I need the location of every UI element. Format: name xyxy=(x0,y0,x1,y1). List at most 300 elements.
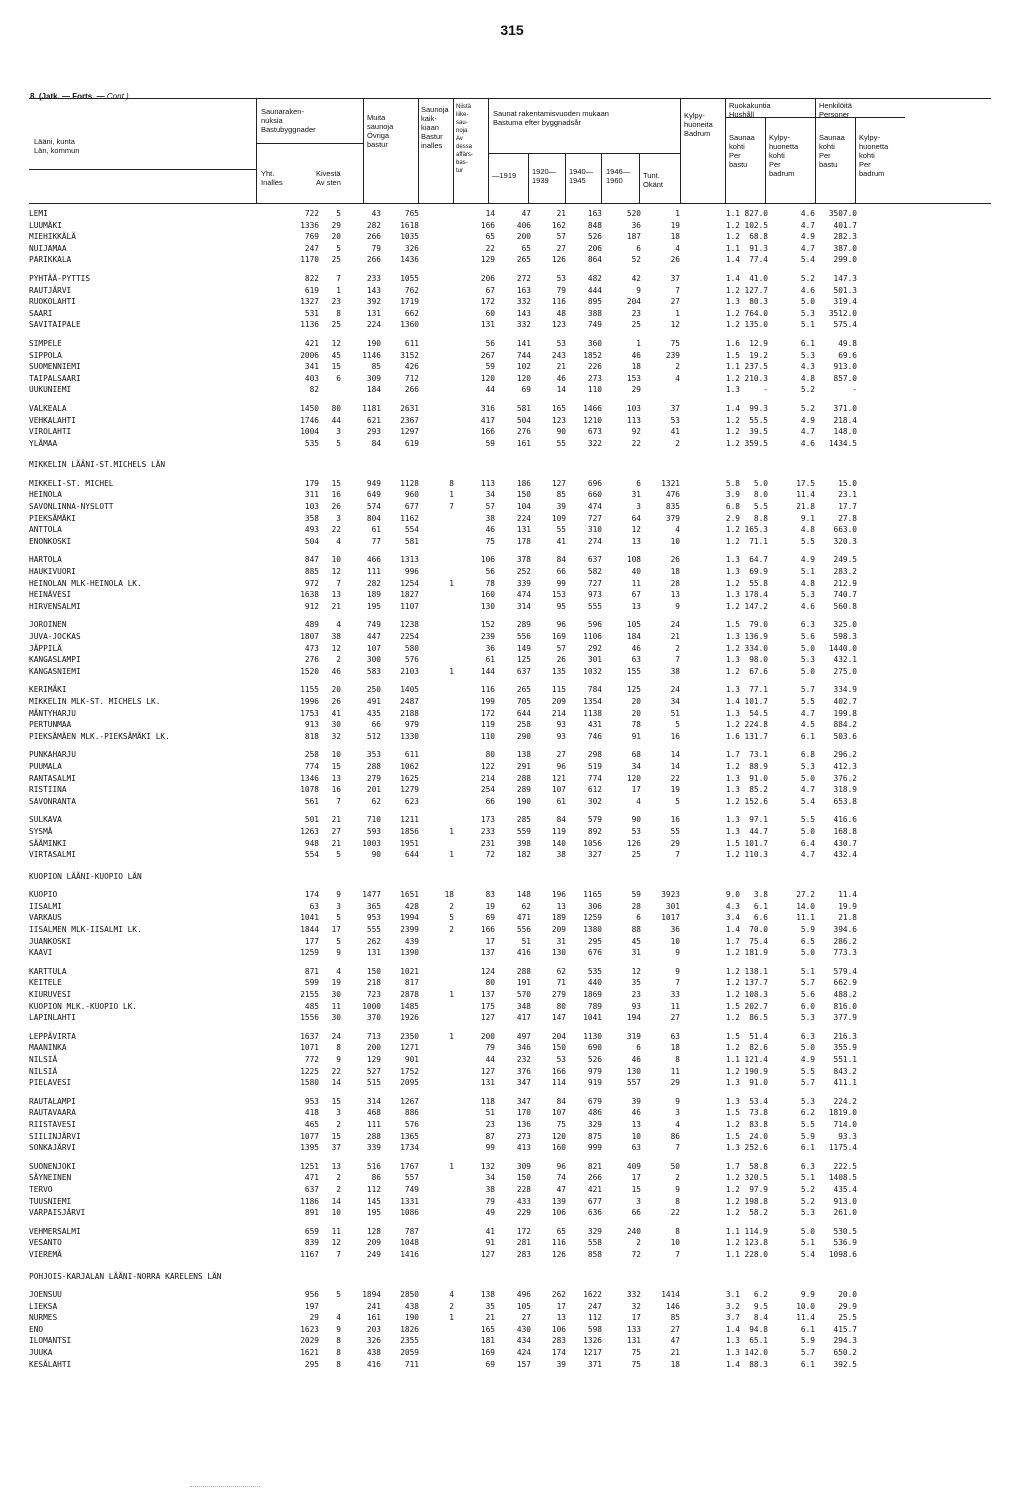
table-cell: 503.6 xyxy=(833,731,857,741)
table-cell: 129 xyxy=(480,255,495,265)
table-row xyxy=(29,1312,999,1324)
table-cell: 20 xyxy=(631,708,641,718)
table-cell: 1440.0 xyxy=(828,643,857,653)
table-cell: 15 xyxy=(331,761,341,771)
rule xyxy=(488,153,680,154)
table-cell: 7 xyxy=(336,1249,341,1259)
table-cell: 2006 xyxy=(300,350,319,360)
municipality-name: KAAVI xyxy=(29,948,53,958)
table-cell: 1211 xyxy=(400,815,419,825)
table-cell: 520 xyxy=(626,209,641,218)
municipality-name: PIEKSÄMÄEN MLK.-PIEKSÄMÄKI LK. xyxy=(29,731,170,741)
table-cell: 16 xyxy=(670,731,680,741)
table-cell: 139 xyxy=(551,1196,566,1206)
table-cell: 8 xyxy=(336,1348,341,1358)
municipality-name: IISALMI xyxy=(29,901,62,911)
table-cell: 727 xyxy=(587,513,602,523)
table-cell: 17 xyxy=(485,936,495,946)
table-cell: 56 xyxy=(485,567,495,577)
rule xyxy=(765,117,766,203)
table-cell: 558 xyxy=(587,1238,602,1248)
table-row xyxy=(29,796,999,808)
table-cell: 166 xyxy=(480,427,495,437)
table-cell: 4.7 xyxy=(800,850,815,860)
table-cell: 370 xyxy=(366,1013,381,1023)
table-cell: 1618 xyxy=(400,220,419,230)
table-row xyxy=(29,1131,999,1143)
table-cell: 111 xyxy=(366,567,381,577)
table-cell: 190 xyxy=(366,338,381,348)
table-cell: 359.5 xyxy=(744,438,768,448)
rule xyxy=(29,169,256,170)
table-cell: 13 xyxy=(631,536,641,546)
municipality-name: PUUMALA xyxy=(29,761,62,771)
table-cell: 61 xyxy=(371,525,381,535)
table-cell: 66 xyxy=(485,796,495,806)
table-cell: 8 xyxy=(336,1359,341,1369)
table-cell: 27 xyxy=(331,826,341,836)
table-cell: 99 xyxy=(485,1143,495,1153)
table-cell: 105 xyxy=(626,620,641,630)
table-cell: 298 xyxy=(587,750,602,760)
table-cell: 1.4 xyxy=(725,696,740,706)
table-cell: 416 xyxy=(516,948,531,958)
table-cell: 1.1 xyxy=(725,1055,740,1064)
table-cell: 1.2 xyxy=(725,1013,740,1023)
table-cell: 1136 xyxy=(300,320,319,330)
header-other-saunas: Muita saunoja Övriga bastur xyxy=(367,113,394,149)
table-cell: 1 xyxy=(449,1313,454,1323)
table-cell: 224.2 xyxy=(833,1096,857,1106)
table-cell: 82.6 xyxy=(749,1043,768,1053)
table-row xyxy=(29,426,999,438)
table-cell: 29 xyxy=(670,838,680,848)
table-cell: 5.3 xyxy=(800,1208,815,1218)
divider xyxy=(190,1486,260,1487)
table-row xyxy=(29,373,999,385)
header-bathrooms: Kylpy- huoneita Badrum xyxy=(684,111,713,138)
table-cell: 110 xyxy=(587,385,602,395)
municipality-name: PARIKKALA xyxy=(29,255,72,265)
table-cell: 1869 xyxy=(583,990,602,1000)
header-region: Lääni, kunta Län, kommun xyxy=(34,137,80,155)
table-cell: 430 xyxy=(516,1324,531,1334)
table-cell: 126 xyxy=(551,1249,566,1259)
municipality-name: MAANINKA xyxy=(29,1043,67,1053)
table-cell: 388 xyxy=(587,308,602,318)
header-construction-year: Saunat rakentamisvuoden mukaan Bastuma efter byggnadsår xyxy=(493,109,609,127)
table-cell: 1827 xyxy=(400,590,419,600)
table-cell: 116 xyxy=(551,297,566,307)
table-cell: 29 xyxy=(331,220,341,230)
header-household-per-sauna: Saunaa kohti Per bastu xyxy=(729,133,755,169)
table-cell: 138 xyxy=(516,750,531,760)
table-cell: 623 xyxy=(404,796,419,806)
table-cell: 11 xyxy=(331,1001,341,1011)
table-cell: 4.7 xyxy=(800,708,815,718)
table-cell: 1.2 xyxy=(725,643,740,653)
table-row xyxy=(29,631,999,643)
region-name: POHJOIS-KARJALAN LÄÄNI-NORRA KARELENS LÄN xyxy=(29,1271,222,1281)
table-row xyxy=(29,296,999,308)
table-cell: 471 xyxy=(304,1173,319,1183)
table-cell: 7 xyxy=(675,285,680,295)
table-cell: 19 xyxy=(670,220,680,230)
table-cell: 570 xyxy=(516,990,531,1000)
table-row xyxy=(29,308,999,320)
table-cell: 29.9 xyxy=(838,1301,857,1311)
table-cell: 574 xyxy=(366,502,381,512)
table-cell: 13 xyxy=(556,901,566,911)
table-cell: 953 xyxy=(366,913,381,923)
table-cell: 69 xyxy=(485,913,495,923)
table-cell: 1.2 xyxy=(725,978,740,988)
table-cell: 23.1 xyxy=(838,490,857,500)
table-cell: 30 xyxy=(331,720,341,730)
table-cell: 3.9 xyxy=(725,490,740,500)
table-cell: 79 xyxy=(556,285,566,295)
table-cell: 15 xyxy=(631,1184,641,1194)
table-cell: 858 xyxy=(587,1249,602,1259)
table-cell: 108.3 xyxy=(744,990,768,1000)
table-cell: 25 xyxy=(331,255,341,265)
table-cell: 519 xyxy=(587,761,602,771)
table-cell: 169 xyxy=(480,1348,495,1358)
table-cell: 1.1 xyxy=(725,362,740,372)
table-cell: 228.0 xyxy=(744,1249,768,1259)
table-cell: 637 xyxy=(516,666,531,676)
table-cell: 15.0 xyxy=(838,478,857,488)
table-cell: 2254 xyxy=(400,632,419,641)
table-row xyxy=(29,838,999,850)
table-cell: 73.8 xyxy=(749,1108,768,1118)
table-cell: 199.8 xyxy=(833,708,857,718)
table-cell: 1746 xyxy=(300,415,319,425)
table-cell: 63 xyxy=(670,1031,680,1041)
table-row xyxy=(29,749,999,761)
table-cell: 1000 xyxy=(362,1001,381,1011)
table-cell: 239 xyxy=(480,632,495,641)
table-cell: 9 xyxy=(336,948,341,958)
table-cell: 9 xyxy=(675,1096,680,1106)
table-cell: 5 xyxy=(336,243,341,253)
table-row xyxy=(29,643,999,655)
table-cell: 283 xyxy=(516,1249,531,1259)
table-row xyxy=(29,231,999,243)
table-cell: 3 xyxy=(636,1196,641,1206)
table-cell: 42 xyxy=(631,273,641,283)
table-cell: 1434.5 xyxy=(828,438,857,448)
table-cell: 97.1 xyxy=(749,815,768,825)
table-cell: 5.7 xyxy=(800,685,815,695)
table-cell: 38 xyxy=(670,666,680,676)
table-cell: 266 xyxy=(404,385,419,395)
table-cell: 4 xyxy=(336,536,341,546)
table-cell: 424 xyxy=(516,1348,531,1358)
table-cell: 650.2 xyxy=(833,1348,857,1358)
rule xyxy=(855,117,856,203)
table-cell: 5.4 xyxy=(800,255,815,265)
table-cell: 294.3 xyxy=(833,1336,857,1346)
table-cell: 57 xyxy=(485,502,495,512)
table-cell: 5 xyxy=(336,850,341,860)
municipality-name: MIKKELIN MLK-ST. MICHELS LK. xyxy=(29,696,161,706)
table-cell: 1.7 xyxy=(725,1161,740,1171)
table-cell: 13 xyxy=(631,1119,641,1129)
table-cell: 46 xyxy=(485,525,495,535)
table-cell: 884.2 xyxy=(833,720,857,730)
table-cell: 1.2 xyxy=(725,220,740,230)
table-cell: 103 xyxy=(304,502,319,512)
table-cell: 13 xyxy=(631,601,641,611)
table-cell: 39 xyxy=(631,1096,641,1106)
municipality-name: KEITELE xyxy=(29,978,62,988)
table-cell: 25 xyxy=(631,850,641,860)
municipality-name: JÄPPILÄ xyxy=(29,643,62,653)
table-cell: 996 xyxy=(404,567,419,577)
municipality-name: HARTOLA xyxy=(29,555,62,565)
table-cell: 2631 xyxy=(400,403,419,413)
table-cell: 23 xyxy=(631,990,641,1000)
table-cell: 282 xyxy=(366,578,381,588)
table-cell: 1217 xyxy=(583,1348,602,1358)
table-cell: 196 xyxy=(551,890,566,900)
table-cell: 121 xyxy=(551,773,566,783)
table-cell: 398 xyxy=(516,838,531,848)
table-cell: 1259 xyxy=(583,913,602,923)
table-cell: 576 xyxy=(404,655,419,665)
table-cell: 110.3 xyxy=(744,850,768,860)
table-cell: 80 xyxy=(331,403,341,413)
table-cell: 4.9 xyxy=(800,232,815,242)
row-spacer xyxy=(29,1282,999,1289)
table-cell: 948 xyxy=(304,838,319,848)
table-cell: 2 xyxy=(675,438,680,448)
table-cell: 4 xyxy=(636,796,641,806)
table-cell: 218.4 xyxy=(833,415,857,425)
table-cell: 531 xyxy=(304,308,319,318)
table-cell: 1395 xyxy=(300,1143,319,1153)
table-cell: 99.3 xyxy=(749,403,768,413)
table-cell: 593 xyxy=(366,826,381,836)
table-cell: 2095 xyxy=(400,1078,419,1088)
header-persons-per-bathroom: Kylpy- huonetta kohti Per badrum xyxy=(859,133,889,178)
municipality-name: UUKUNIEMI xyxy=(29,385,72,395)
table-cell: 87 xyxy=(485,1131,495,1141)
table-cell: 258 xyxy=(516,720,531,730)
table-cell: 44 xyxy=(485,385,495,395)
table-cell: 120 xyxy=(516,373,531,383)
table-cell: 426 xyxy=(404,362,419,372)
table-cell: 306 xyxy=(587,901,602,911)
table-cell: 195 xyxy=(366,1208,381,1218)
table-cell: 3.8 xyxy=(753,890,768,900)
table-cell: 12 xyxy=(631,525,641,535)
table-cell: 579.4 xyxy=(833,966,857,976)
table-cell: 347 xyxy=(516,1078,531,1088)
table-cell: 19 xyxy=(485,901,495,911)
header-year-1920: 1920— 1939 xyxy=(532,167,557,185)
table-cell: 27 xyxy=(556,750,566,760)
table-cell: 1.7 xyxy=(725,936,740,946)
table-cell: 131 xyxy=(366,948,381,958)
table-cell: 46 xyxy=(631,1108,641,1118)
table-cell: 1.3 xyxy=(725,1143,740,1153)
table-cell: 1.5 xyxy=(725,1131,740,1141)
table-cell: 1365 xyxy=(400,1131,419,1141)
table-cell: 12 xyxy=(670,320,680,330)
table-cell: 1466 xyxy=(583,403,602,413)
table-cell: 166 xyxy=(480,925,495,935)
table-cell: 1251 xyxy=(300,1161,319,1171)
table-cell: 55.8 xyxy=(749,578,768,588)
table-cell: 1254 xyxy=(400,578,419,588)
table-cell: 1.2 xyxy=(725,966,740,976)
table-cell: 1625 xyxy=(400,773,419,783)
table-cell: 555 xyxy=(366,925,381,935)
table-cell: 2850 xyxy=(400,1290,419,1300)
table-cell: 210.3 xyxy=(744,373,768,383)
municipality-name: ILOMANTSI xyxy=(29,1336,72,1346)
table-cell: 1 xyxy=(675,209,680,218)
municipality-name: JOENSUU xyxy=(29,1290,62,1300)
table-cell: 36 xyxy=(670,925,680,935)
table-cell: 512 xyxy=(366,731,381,741)
table-cell: 165.3 xyxy=(744,525,768,535)
table-cell: 143 xyxy=(516,308,531,318)
table-cell: 1.2 xyxy=(725,720,740,730)
table-cell: 77.4 xyxy=(749,255,768,265)
municipality-name: JOROINEN xyxy=(29,620,67,630)
table-cell: 162 xyxy=(551,220,566,230)
table-cell: 555 xyxy=(587,601,602,611)
municipality-name: VARPAISJÄRVI xyxy=(29,1208,86,1218)
table-row xyxy=(29,936,999,948)
table-cell: 127 xyxy=(551,478,566,488)
table-cell: 267 xyxy=(480,350,495,360)
table-cell: 10 xyxy=(670,536,680,546)
table-cell: 1.3 xyxy=(725,632,740,641)
table-cell: 148 xyxy=(516,890,531,900)
table-cell: 21 xyxy=(331,601,341,611)
table-cell: 63 xyxy=(631,1143,641,1153)
table-cell: 476 xyxy=(665,490,680,500)
table-cell: 353 xyxy=(366,750,381,760)
table-cell: 1.2 xyxy=(725,666,740,676)
table-cell: 31 xyxy=(631,490,641,500)
table-cell: 355.9 xyxy=(833,1043,857,1053)
table-cell: 91.0 xyxy=(749,773,768,783)
table-cell: 530.5 xyxy=(833,1226,857,1236)
table-cell: 8 xyxy=(336,308,341,318)
table-cell: 289 xyxy=(516,620,531,630)
table-cell: 326 xyxy=(404,243,419,253)
table-cell: 8 xyxy=(336,1336,341,1346)
table-cell: 12.9 xyxy=(749,338,768,348)
table-cell: 1753 xyxy=(300,708,319,718)
table-cell: 5.1 xyxy=(800,320,815,330)
table-cell: 2487 xyxy=(400,696,419,706)
table-cell: 435 xyxy=(366,708,381,718)
table-cell: 212.9 xyxy=(833,578,857,588)
table-cell: 378 xyxy=(516,555,531,565)
table-cell: 147.2 xyxy=(744,601,768,611)
table-cell: 226 xyxy=(587,362,602,372)
table-cell: 70.0 xyxy=(749,925,768,935)
row-spacer xyxy=(29,882,999,889)
table-cell: 135 xyxy=(551,666,566,676)
table-row xyxy=(29,1161,999,1173)
table-cell: 557 xyxy=(626,1078,641,1088)
table-cell: 4.6 xyxy=(800,438,815,448)
row-spacer xyxy=(29,1024,999,1031)
row-spacer xyxy=(29,807,999,814)
rule xyxy=(680,99,681,203)
table-cell: 1.3 xyxy=(725,297,740,307)
table-cell: 24 xyxy=(670,685,680,695)
municipality-name: PUNKAHARJU xyxy=(29,750,76,760)
table-cell: 2029 xyxy=(300,1336,319,1346)
table-cell: 56 xyxy=(485,338,495,348)
header-household-per-bathroom: Kylpy- huonetta kohti Per badrum xyxy=(769,133,799,178)
table-cell: 204 xyxy=(551,1031,566,1041)
table-cell: 3507.0 xyxy=(828,209,857,218)
table-cell: 5.2 xyxy=(800,403,815,413)
table-cell: 288 xyxy=(366,1131,381,1141)
table-cell: 956 xyxy=(304,1290,319,1300)
table-cell: 60 xyxy=(485,308,495,318)
table-cell: 72 xyxy=(631,1249,641,1259)
table-cell: 535 xyxy=(587,966,602,976)
table-cell: 4.3 xyxy=(725,901,740,911)
table-cell: 274 xyxy=(587,536,602,546)
table-cell: 2059 xyxy=(400,1348,419,1358)
table-cell: 5.3 xyxy=(800,308,815,318)
table-cell: 123 xyxy=(551,320,566,330)
header-saunas-built: Saunaraken- nuksia Bastubyggnader xyxy=(261,107,316,134)
table-cell: 3923 xyxy=(661,890,680,900)
table-cell: 1380 xyxy=(583,925,602,935)
table-cell: 13 xyxy=(331,590,341,600)
table-cell: 6 xyxy=(636,243,641,253)
table-cell: 26 xyxy=(556,655,566,665)
table-cell: 576 xyxy=(404,1119,419,1129)
table-cell: 489 xyxy=(304,620,319,630)
table-cell: 113 xyxy=(626,415,641,425)
table-cell: 310 xyxy=(587,525,602,535)
table-cell: 827.0 xyxy=(744,209,768,218)
table-cell: 1086 xyxy=(400,1208,419,1218)
table-cell: 165 xyxy=(551,403,566,413)
table-cell: 67 xyxy=(631,590,641,600)
table-cell: 24 xyxy=(331,1031,341,1041)
table-cell: 38 xyxy=(331,632,341,641)
table-cell: 73.1 xyxy=(749,750,768,760)
table-cell: 1.7 xyxy=(725,750,740,760)
table-row xyxy=(29,601,999,613)
table-cell: 1259 xyxy=(300,948,319,958)
table-cell: 184 xyxy=(366,385,381,395)
table-cell: 240 xyxy=(626,1226,641,1236)
table-cell: 413 xyxy=(516,1143,531,1153)
table-cell: 1313 xyxy=(400,555,419,565)
table-cell: 99 xyxy=(556,578,566,588)
municipality-name: RUOKOLAHTI xyxy=(29,297,76,307)
table-cell: 5.5 xyxy=(800,1066,815,1076)
table-cell: 10.0 xyxy=(796,1301,815,1311)
municipality-name: KARTTULA xyxy=(29,966,67,976)
table-cell: 1894 xyxy=(362,1290,381,1300)
